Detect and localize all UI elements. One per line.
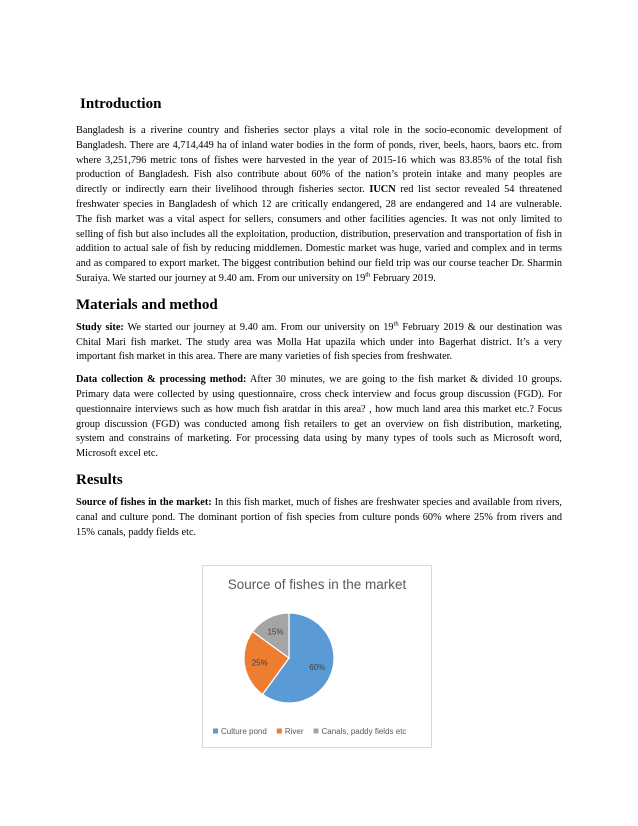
iucn-label: IUCN xyxy=(369,184,396,196)
results-heading: Results xyxy=(76,471,123,488)
pie-data-label: 25% xyxy=(251,658,268,668)
legend-entry: Culture pond xyxy=(221,727,267,736)
data-collection-label: Data collection & processing method: xyxy=(76,374,247,386)
document-body xyxy=(76,94,562,548)
legend-swatch xyxy=(213,729,218,734)
legend-swatch xyxy=(313,729,318,734)
study-site-paragraph xyxy=(76,321,562,365)
legend-entry: River xyxy=(284,727,304,736)
data-collection-paragraph xyxy=(76,373,562,462)
legend-entry: Canals, paddy fields etc xyxy=(321,727,407,736)
intro-superscript: th xyxy=(365,271,371,279)
study-site-text-b: February 2019 & our destination was Chital Mari fish market. The study area was Molla Hat upazila which under into Bagerhat district. It’s a very important fish market in this area. There are many varieties of fish species from freshwater. xyxy=(76,321,562,363)
intro-text-1: Bangladesh is a riverine country and fisheries sector plays a vital role in the socio-economic development of Bangladesh. There are 4,714,449 ha of inland water bodies in the form of ponds, river, beels, haors, baors etc. from where 3,251,796 metric tons of fishes were harvested in the year of 2015-16 which was 83.85% of the total fish production of Bangladesh. Fish also contribute about 60% of the nation’s protein intake and many peoples are directly or indirectly earn their livelihood through fisheries sector. xyxy=(76,125,562,196)
study-site-text-a: We started our journey at 9.40 am. From our university on 19 xyxy=(123,321,394,333)
legend-swatch xyxy=(277,729,282,734)
pie-data-label: 15% xyxy=(267,627,284,637)
study-site-superscript: th xyxy=(393,320,399,328)
study-site-label: Study site: xyxy=(76,321,124,333)
data-collection-text: After 30 minutes, we are going to the fish market & divided 10 groups. Primary data were collected by using questionnaire, cross check interview and focus group discussion (FGD). For questionnaire interviews such as how much fish aratdar in this area? , how much land area this market etc.? Focus group discussion (FGD) was conducted among fish retailers to get an overview on fish distribution, marketing, system and constrains of marketing. For processing data using by many types of tools such as Microsoft word, Microsoft excel etc. xyxy=(76,374,562,460)
intro-text-2: red list sector revealed 54 threatened freshwater species in Bangladesh of which 12 are critically endangered, 28 are endangered and 14 are vulnerable. The fish market was a vital aspect for sellers, consumers and other facilities agencies. It was not only limited to selling of fish but also includes all the exploitation, production, distribution, preservation and transportation of fish in addition to actual sale of fish by reducing middlemen. Domestic market was huge, varied and complex and in terms and as compared to export market. The biggest contribution behind our field trip was our course teacher Dr. Sharmin Suraiya. We started our journey at 9.40 am. From our university on 19 xyxy=(76,184,562,284)
introduction-heading: Introduction xyxy=(80,96,162,112)
intro-text-3: February 2019. xyxy=(370,272,436,284)
source-paragraph xyxy=(76,496,562,540)
pie-chart xyxy=(202,565,432,748)
pie-chart-svg xyxy=(203,566,431,747)
materials-heading: Materials and method xyxy=(76,296,218,313)
introduction-paragraph xyxy=(76,124,562,287)
source-label: Source of fishes in the market: xyxy=(76,496,212,508)
chart-title: Source of fishes in the market xyxy=(227,577,407,592)
pie-data-label: 60% xyxy=(309,663,326,673)
source-text: In this fish market, much of fishes are freshwater species and available from rivers, canal and culture pond. The dominant portion of fish species from culture ponds 60% where 25% from rivers and 15% canals, paddy fields etc. xyxy=(76,496,562,538)
